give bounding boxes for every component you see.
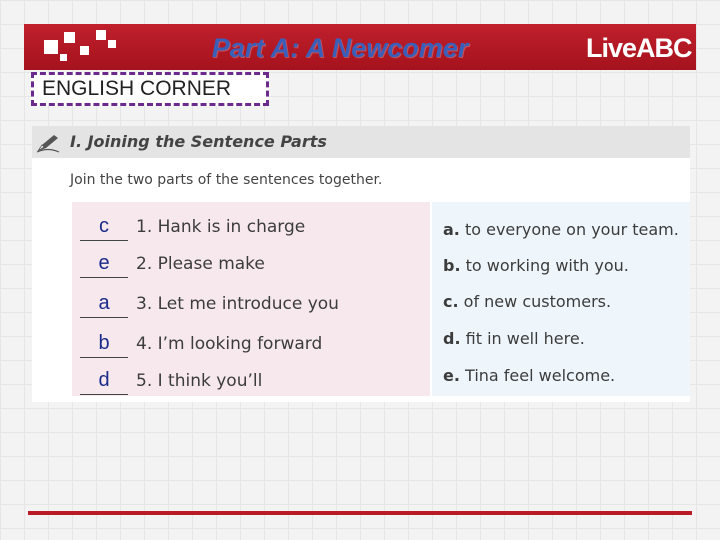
question-text: 1. Hank is in charge bbox=[136, 217, 306, 237]
exercise-instructions: Join the two parts of the sentences together. bbox=[70, 172, 383, 188]
option-item bbox=[443, 366, 615, 385]
option-letter: e. bbox=[443, 366, 460, 385]
answer-letter: d bbox=[98, 369, 110, 391]
questions-panel bbox=[72, 202, 430, 396]
question-text: 2. Please make bbox=[136, 254, 265, 274]
option-item bbox=[443, 256, 629, 275]
answer-blank[interactable] bbox=[80, 332, 128, 358]
answer-letter: e bbox=[98, 252, 110, 274]
question-text: 4. I’m looking forward bbox=[136, 334, 323, 354]
pen-icon bbox=[36, 133, 60, 158]
footer-divider bbox=[28, 511, 692, 515]
option-item bbox=[443, 329, 585, 348]
answer-letter: a bbox=[98, 292, 110, 314]
answer-blank[interactable] bbox=[80, 369, 128, 395]
option-text: to everyone on your team. bbox=[464, 220, 679, 239]
option-text: Tina feel welcome. bbox=[465, 366, 616, 385]
option-text: of new customers. bbox=[463, 292, 612, 311]
option-letter: b. bbox=[443, 256, 461, 275]
answer-blank[interactable] bbox=[80, 292, 128, 318]
liveabc-logo: LiveABC bbox=[586, 33, 692, 63]
options-panel bbox=[432, 202, 690, 396]
question-text: 5. I think you’ll bbox=[136, 371, 263, 391]
exercise-title: I. Joining the Sentence Parts bbox=[70, 132, 327, 151]
option-letter: d. bbox=[443, 329, 461, 348]
option-text: to working with you. bbox=[465, 256, 629, 275]
option-item bbox=[443, 220, 679, 239]
answer-letter: c bbox=[99, 215, 109, 237]
option-letter: c. bbox=[443, 292, 459, 311]
section-label: ENGLISH CORNER bbox=[31, 72, 269, 106]
exercise-card bbox=[32, 126, 690, 402]
option-letter: a. bbox=[443, 220, 460, 239]
answer-letter: b bbox=[98, 332, 110, 354]
answer-blank[interactable] bbox=[80, 252, 128, 278]
question-text: 3. Let me introduce you bbox=[136, 294, 339, 314]
answer-blank[interactable] bbox=[80, 215, 128, 241]
option-text: fit in well here. bbox=[465, 329, 585, 348]
slide-title: Part A: A Newcomer bbox=[211, 33, 469, 63]
option-item bbox=[443, 292, 611, 311]
